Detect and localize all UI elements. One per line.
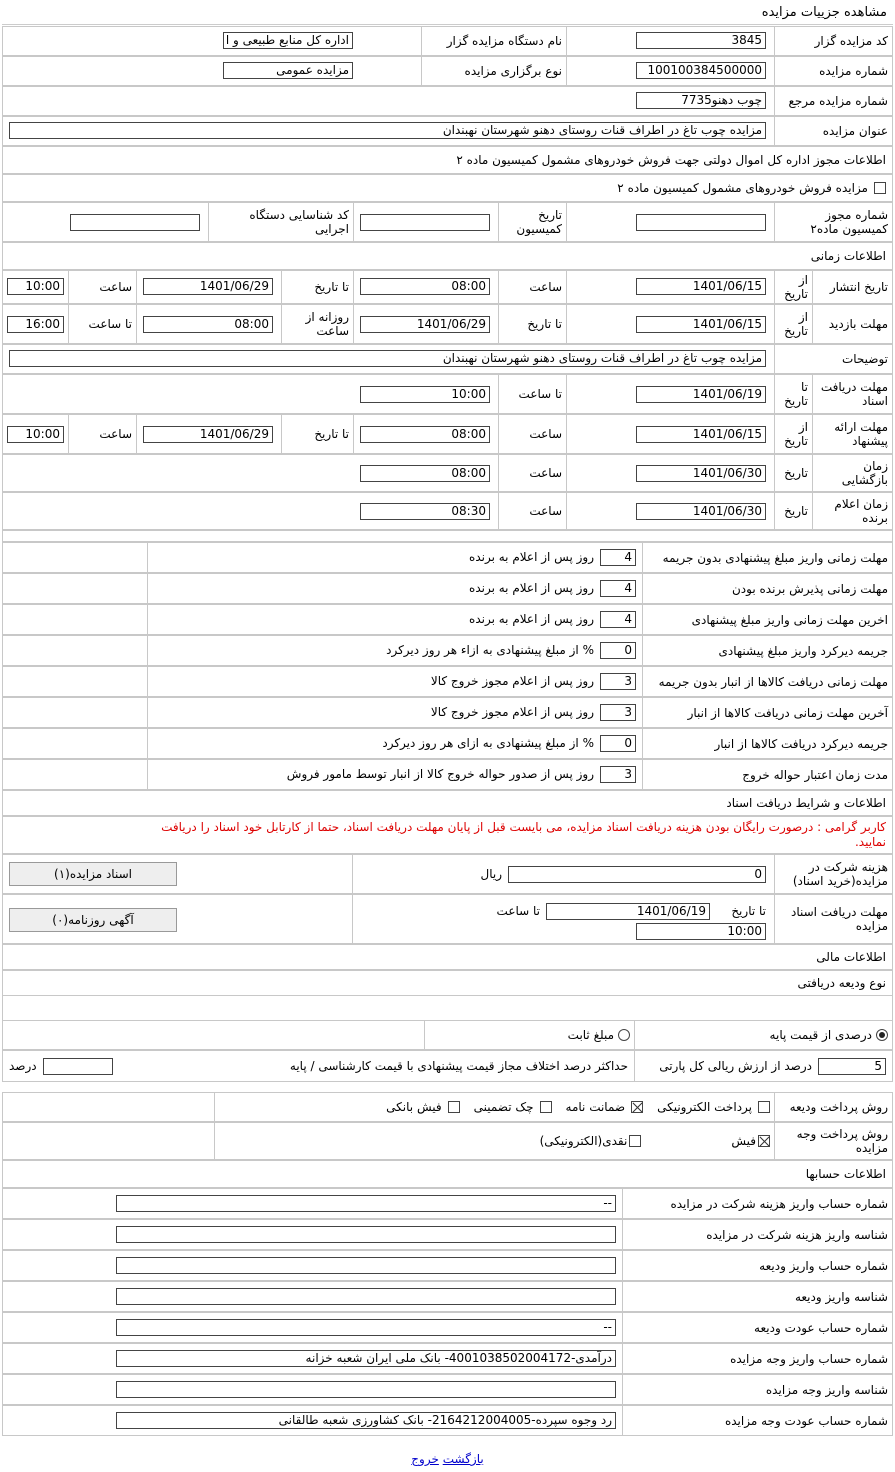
offer-from-date[interactable]: 1401/06/15 [636,426,766,443]
doc-fee-unit: ریال [480,867,502,881]
visit-daily-cell [136,305,281,343]
term-blank [3,698,148,727]
term-suffix: روز پس از اعلام به برنده [469,612,594,626]
term-row [2,759,893,790]
open-date-label: تاریخ [774,455,812,491]
account-value-cell [3,1282,622,1311]
permit-checkbox-row [2,174,893,202]
offer-to-time-cell [3,415,68,453]
open-label: زمان بازگشایی [812,455,892,491]
doc-fee-field[interactable]: 0 [508,866,766,883]
row-number [2,56,893,86]
type-field[interactable]: مزایده عمومی [223,62,353,79]
term-label: اخرین مهلت زمانی واریز مبلغ پیشنهادی [642,605,892,634]
max-diff-label: حداکثر درصد اختلاف مجاز قیمت پیشنهادی با قیمت کارشناسی / پایه [289,1059,628,1073]
row-ref [2,86,893,116]
winner-date-label: تاریخ [774,493,812,529]
account-value-field[interactable] [116,1288,616,1305]
newspaper-ad-button[interactable]: آگهی روزنامه(۰) [9,908,177,932]
percent-value-cell [634,1051,892,1081]
row-winner [2,492,893,530]
pay-guarantee-label: ضمانت نامه [565,1100,626,1114]
account-row [2,1343,893,1374]
docs-to-time[interactable]: 10:00 [360,386,490,403]
publish-to-time[interactable]: 10:00 [7,278,64,295]
title-label: عنوان مزایده [774,117,892,145]
account-value-cell [3,1189,622,1218]
term-suffix: روز پس از اعلام به برنده [469,581,594,595]
term-value-cell [148,729,642,758]
term-blank [3,729,148,758]
org-label: نام دستگاه مزایده گزار [421,27,566,55]
exit-link[interactable]: خروج [411,1452,439,1466]
term-blank [3,543,148,572]
term-value-cell [148,636,642,665]
winner-date[interactable]: 1401/06/30 [636,503,766,520]
visit-to-time-cell [3,305,68,343]
doc-period-to-date[interactable]: 1401/06/19 [546,903,710,920]
term-row [2,728,893,759]
code-cell [566,27,774,55]
fixed-radio[interactable] [618,1029,630,1041]
term-blank [3,667,148,696]
pay-cheque-checkbox[interactable] [540,1101,552,1113]
offer-to-time-label: ساعت [68,415,136,453]
price-cash-label: نقدی(الکترونیکی) [539,1134,628,1148]
winner-time-cell [3,493,498,529]
doc-period-to-time[interactable]: 10:00 [636,923,766,940]
permit-checkbox[interactable] [874,182,886,194]
account-value-field[interactable]: -- [116,1195,616,1212]
publish-from-label: از تاریخ [774,271,812,303]
term-label: مهلت زمانی دریافت کالاها از انبار بدون جریمه [642,667,892,696]
percent-option-label: درصدی از قیمت پایه [769,1028,872,1042]
term-row [2,604,893,635]
ref-field[interactable]: 7735چوب دهنو [636,92,766,109]
account-label: شماره حساب عودت ودیعه [622,1313,892,1342]
deposit-type-label: نوع ودیعه دریافتی [2,970,893,996]
docs-download-button[interactable]: اسناد مزایده(۱) [9,862,177,886]
account-value-cell [3,1406,622,1435]
doc-period-to-time-label: تا ساعت [496,904,540,918]
open-date-cell [566,455,774,491]
row-docs-deadline [2,374,893,414]
publish-to-date[interactable]: 1401/06/29 [143,278,273,295]
accounts-section: اطلاعات حسابها [2,1160,893,1188]
offer-label: مهلت ارائه پیشنهاد [812,415,892,453]
docs-to-date-cell [566,375,774,413]
offer-from-label: از تاریخ [774,415,812,453]
permit-num-label: شماره مجوز کمیسیون ماده۲ [774,203,892,241]
publish-to-time-cell [3,271,68,303]
open-time[interactable]: 08:00 [360,465,490,482]
ref-label: شماره مزایده مرجع [774,87,892,115]
doc-btn-cell [3,855,352,893]
price-method-options [214,1123,774,1159]
docs-to-label: تا تاریخ [774,375,812,413]
winner-date-cell [566,493,774,529]
open-time-label: ساعت [498,455,566,491]
term-value-field[interactable]: 3 [600,673,636,690]
timing-section: اطلاعات زمانی [2,242,893,270]
row-opening [2,454,893,492]
term-value-field[interactable]: 3 [600,766,636,783]
term-suffix: روز پس از صدور حواله خروج کالا از انبار توسط مامور فروش [286,767,594,781]
term-value-field[interactable]: 4 [600,611,636,628]
offer-to-time[interactable]: 10:00 [7,426,64,443]
visit-to-time-label: تا ساعت [68,305,136,343]
pay-bank-slip-checkbox[interactable] [448,1101,460,1113]
publish-from-date[interactable]: 1401/06/15 [636,278,766,295]
doc-period-to-date-label: تا تاریخ [731,904,766,918]
row-pay-method [2,1092,893,1122]
row-deposit-options [2,1020,893,1050]
permit-date-label: تاریخ کمیسیون [498,203,566,241]
term-label: مهلت زمانی واریز مبلغ پیشنهادی بدون جریمه [642,543,892,572]
offer-from-time-label: ساعت [498,415,566,453]
term-value-field[interactable]: 3 [600,704,636,721]
term-value-cell [148,543,642,572]
ad-btn-cell [3,895,352,943]
permit-id-field[interactable] [70,214,200,231]
term-row [2,573,893,604]
permit-section: اطلاعات مجوز اداره کل اموال دولتی جهت فروش خودروهای مشمول کمیسیون ماده ۲ [2,146,893,174]
term-label: مدت زمان اعتبار حواله خروج [642,760,892,789]
ref-cell [3,87,774,115]
term-suffix: روز پس از اعلام به برنده [469,550,594,564]
publish-label: تاریخ انتشار [812,271,892,303]
account-row [2,1250,893,1281]
visit-to-date-cell [353,305,498,343]
open-time-cell [3,455,498,491]
row-permit [2,202,893,242]
winner-time-label: ساعت [498,493,566,529]
visit-to-time[interactable]: 16:00 [7,316,64,333]
price-method-label: روش پرداخت وجه مزایده [774,1123,892,1159]
term-value-cell [148,605,642,634]
title-cell [3,117,774,145]
account-value-cell [3,1313,622,1342]
term-suffix: روز پس از اعلام مجوز خروج کالا [430,674,594,688]
term-blank [3,760,148,789]
term-label: جریمه دیرکرد واریز مبلغ پیشنهادی [642,636,892,665]
term-value-cell [148,760,642,789]
account-value-cell [3,1375,622,1404]
offer-from-time[interactable]: 08:00 [360,426,490,443]
number-field[interactable]: 100100384500000 [636,62,766,79]
doc-fee-label: هزینه شرکت در مزایده(خرید اسناد) [774,855,892,893]
account-label: شماره حساب واریز ودیعه [622,1251,892,1280]
row-offer [2,414,893,454]
winner-time[interactable]: 08:30 [360,503,490,520]
pay-electronic-label: پرداخت الکترونیکی [657,1100,752,1114]
term-value-field[interactable]: 4 [600,580,636,597]
publish-from-date-cell [566,271,774,303]
desc-field[interactable]: مزایده چوب تاغ در اطراف قنات روستای دهنو شهرستان نهبندان [9,350,766,367]
code-label: کد مزایده گزار [774,27,892,55]
visit-from-date[interactable]: 1401/06/15 [636,316,766,333]
permit-date-field[interactable] [360,214,490,231]
account-value-field[interactable] [116,1226,616,1243]
offer-to-label: تا تاریخ [281,415,353,453]
offer-to-date-cell [136,415,281,453]
max-diff-field[interactable] [43,1058,113,1075]
account-value-field[interactable]: -- [116,1319,616,1336]
account-row [2,1188,893,1219]
page-title: مشاهده جزییات مزایده [2,2,893,25]
account-label: شماره حساب واریز هزینه شرکت در مزایده [622,1189,892,1218]
docs-to-date[interactable]: 1401/06/19 [636,386,766,403]
row-visit [2,304,893,344]
term-blank [3,605,148,634]
term-value-cell [148,667,642,696]
back-link[interactable]: بازگشت [442,1452,484,1466]
account-label: شماره حساب واریز وجه مزایده [622,1344,892,1373]
term-row [2,697,893,728]
desc-label: توضیحات [774,345,892,373]
percent-option-cell [634,1021,892,1049]
account-value-cell [3,1251,622,1280]
docs-notice-row [2,816,893,854]
docs-label: مهلت دریافت اسناد [812,375,892,413]
visit-daily-label: روزانه از ساعت [281,305,353,343]
percent-radio[interactable] [876,1029,888,1041]
code-field[interactable]: 3845 [636,32,766,49]
publish-to-label: تا تاریخ [281,271,353,303]
permit-date-cell [353,203,498,241]
account-value-field[interactable] [116,1257,616,1274]
desc-cell [3,345,774,373]
offer-from-time-cell [353,415,498,453]
permit-num-cell [566,203,774,241]
term-blank [3,636,148,665]
percent-value-field[interactable]: 5 [818,1058,886,1075]
publish-from-time[interactable]: 08:00 [360,278,490,295]
visit-from-date-cell [566,305,774,343]
row-description [2,344,893,374]
title-field[interactable]: مزایده چوب تاغ در اطراف قنات روستای دهنو شهرستان نهبندان [9,122,766,139]
term-value-field[interactable]: 0 [600,735,636,752]
account-value-field[interactable]: درآمدی-4001038502004172- بانک ملی ایران شعبه خزانه [116,1350,616,1367]
row-publish [2,270,893,304]
term-value-cell [148,574,642,603]
account-row [2,1312,893,1343]
term-suffix: % از مبلغ پیشنهادی به ازاء هر روز دیرکرد [386,643,594,657]
docs-section: اطلاعات و شرایط دریافت اسناد [2,790,893,816]
account-value-cell [3,1344,622,1373]
pay-method-options [214,1093,774,1121]
term-row [2,542,893,573]
publish-to-time-label: ساعت [68,271,136,303]
visit-daily-from[interactable]: 08:00 [143,316,273,333]
doc-period-cell [352,895,774,943]
spacer-row [2,530,893,542]
fixed-option-cell [424,1021,634,1049]
publish-from-time-cell [353,271,498,303]
row-doc-period [2,894,893,944]
account-row [2,1405,893,1436]
account-value-field[interactable]: رد وجوه سپرده-2164212004005- بانک کشاورزی شعبه طالقانی [116,1412,616,1429]
publish-to-date-cell [136,271,281,303]
price-cash-checkbox[interactable] [629,1135,641,1147]
permit-id-cell [3,203,208,241]
open-date[interactable]: 1401/06/30 [636,465,766,482]
docs-to-time-cell [3,375,498,413]
account-row [2,1374,893,1405]
pay-electronic-checkbox[interactable] [758,1101,770,1113]
account-row [2,1219,893,1250]
term-value-field[interactable]: 0 [600,642,636,659]
org-field[interactable]: اداره کل منابع طبیعی و ا [223,32,353,49]
visit-from-label: از تاریخ [774,305,812,343]
term-label: جریمه دیرکرد دریافت کالاها از انبار [642,729,892,758]
number-cell [566,57,774,85]
offer-from-date-cell [566,415,774,453]
max-diff-unit: درصد [9,1059,37,1073]
row-price-method [2,1122,893,1160]
account-label: شناسه واریز وجه مزایده [622,1375,892,1404]
type-label: نوع برگزاری مزایده [421,57,566,85]
pay-cheque-label: چک تضمینی [473,1100,534,1114]
pay-bank-slip-label: فیش بانکی [386,1100,442,1114]
term-label: مهلت زمانی پذیرش برنده بودن [642,574,892,603]
footer-links [0,1452,895,1466]
pay-guarantee-checkbox[interactable] [631,1101,643,1113]
deposit-options-blank [211,1021,424,1049]
max-diff-cell [3,1051,634,1081]
price-slip-label: فیش [731,1134,756,1148]
permit-num-field[interactable] [636,214,766,231]
type-cell [3,57,421,85]
number-label: شماره مزایده [774,57,892,85]
doc-fee-cell [352,855,774,893]
finance-section: اطلاعات مالی [2,944,893,970]
term-label: آخرین مهلت زمانی دریافت کالاها از انبار [642,698,892,727]
permit-id-label: کد شناسایی دستگاه اجرایی [208,203,353,241]
row-code [2,26,893,56]
permit-checkbox-label: مزایده فروش خودروهای مشمول کمیسیون ماده ۲ [617,181,868,195]
term-suffix: % از مبلغ پیشنهادی به ازای هر روز دیرکرد [382,736,594,750]
account-label: شناسه واریز هزینه شرکت در مزایده [622,1220,892,1249]
winner-label: زمان اعلام برنده [812,493,892,529]
visit-to-label: تا تاریخ [498,305,566,343]
term-blank [3,574,148,603]
percent-suffix: درصد از ارزش ریالی کل پارتی [659,1059,812,1073]
doc-period-label: مهلت دریافت اسناد مزایده [774,895,892,943]
pay-method-label: روش پرداخت ودیعه [774,1093,892,1121]
term-value-field[interactable]: 4 [600,549,636,566]
term-value-cell [148,698,642,727]
price-slip-checkbox[interactable] [758,1135,770,1147]
term-row [2,666,893,697]
org-cell [3,27,421,55]
account-value-cell [3,1220,622,1249]
publish-from-time-label: ساعت [498,271,566,303]
term-suffix: روز پس از اعلام مجوز خروج کالا [430,705,594,719]
visit-label: مهلت بازدید [812,305,892,343]
account-row [2,1281,893,1312]
account-label: شناسه واریز ودیعه [622,1282,892,1311]
finance-spacer [2,996,893,1020]
row-doc-fee [2,854,893,894]
row-deposit-percent [2,1050,893,1082]
fixed-option-label: مبلغ ثابت [567,1028,614,1042]
docs-to-time-label: تا ساعت [498,375,566,413]
visit-to-date[interactable]: 1401/06/29 [360,316,490,333]
term-row [2,635,893,666]
row-title [2,116,893,146]
offer-to-date[interactable]: 1401/06/29 [143,426,273,443]
docs-notice: کاربر گرامی : درصورت رایگان بودن هزینه دریافت اسناد مزایده، می بایست قبل از پایان مهلت دریافت اسناد، حتما از کارتابل خود اسناد را دریافت نمایید. [161,820,886,849]
account-label: شماره حساب عودت وجه مزایده [622,1406,892,1435]
account-value-field[interactable] [116,1381,616,1398]
